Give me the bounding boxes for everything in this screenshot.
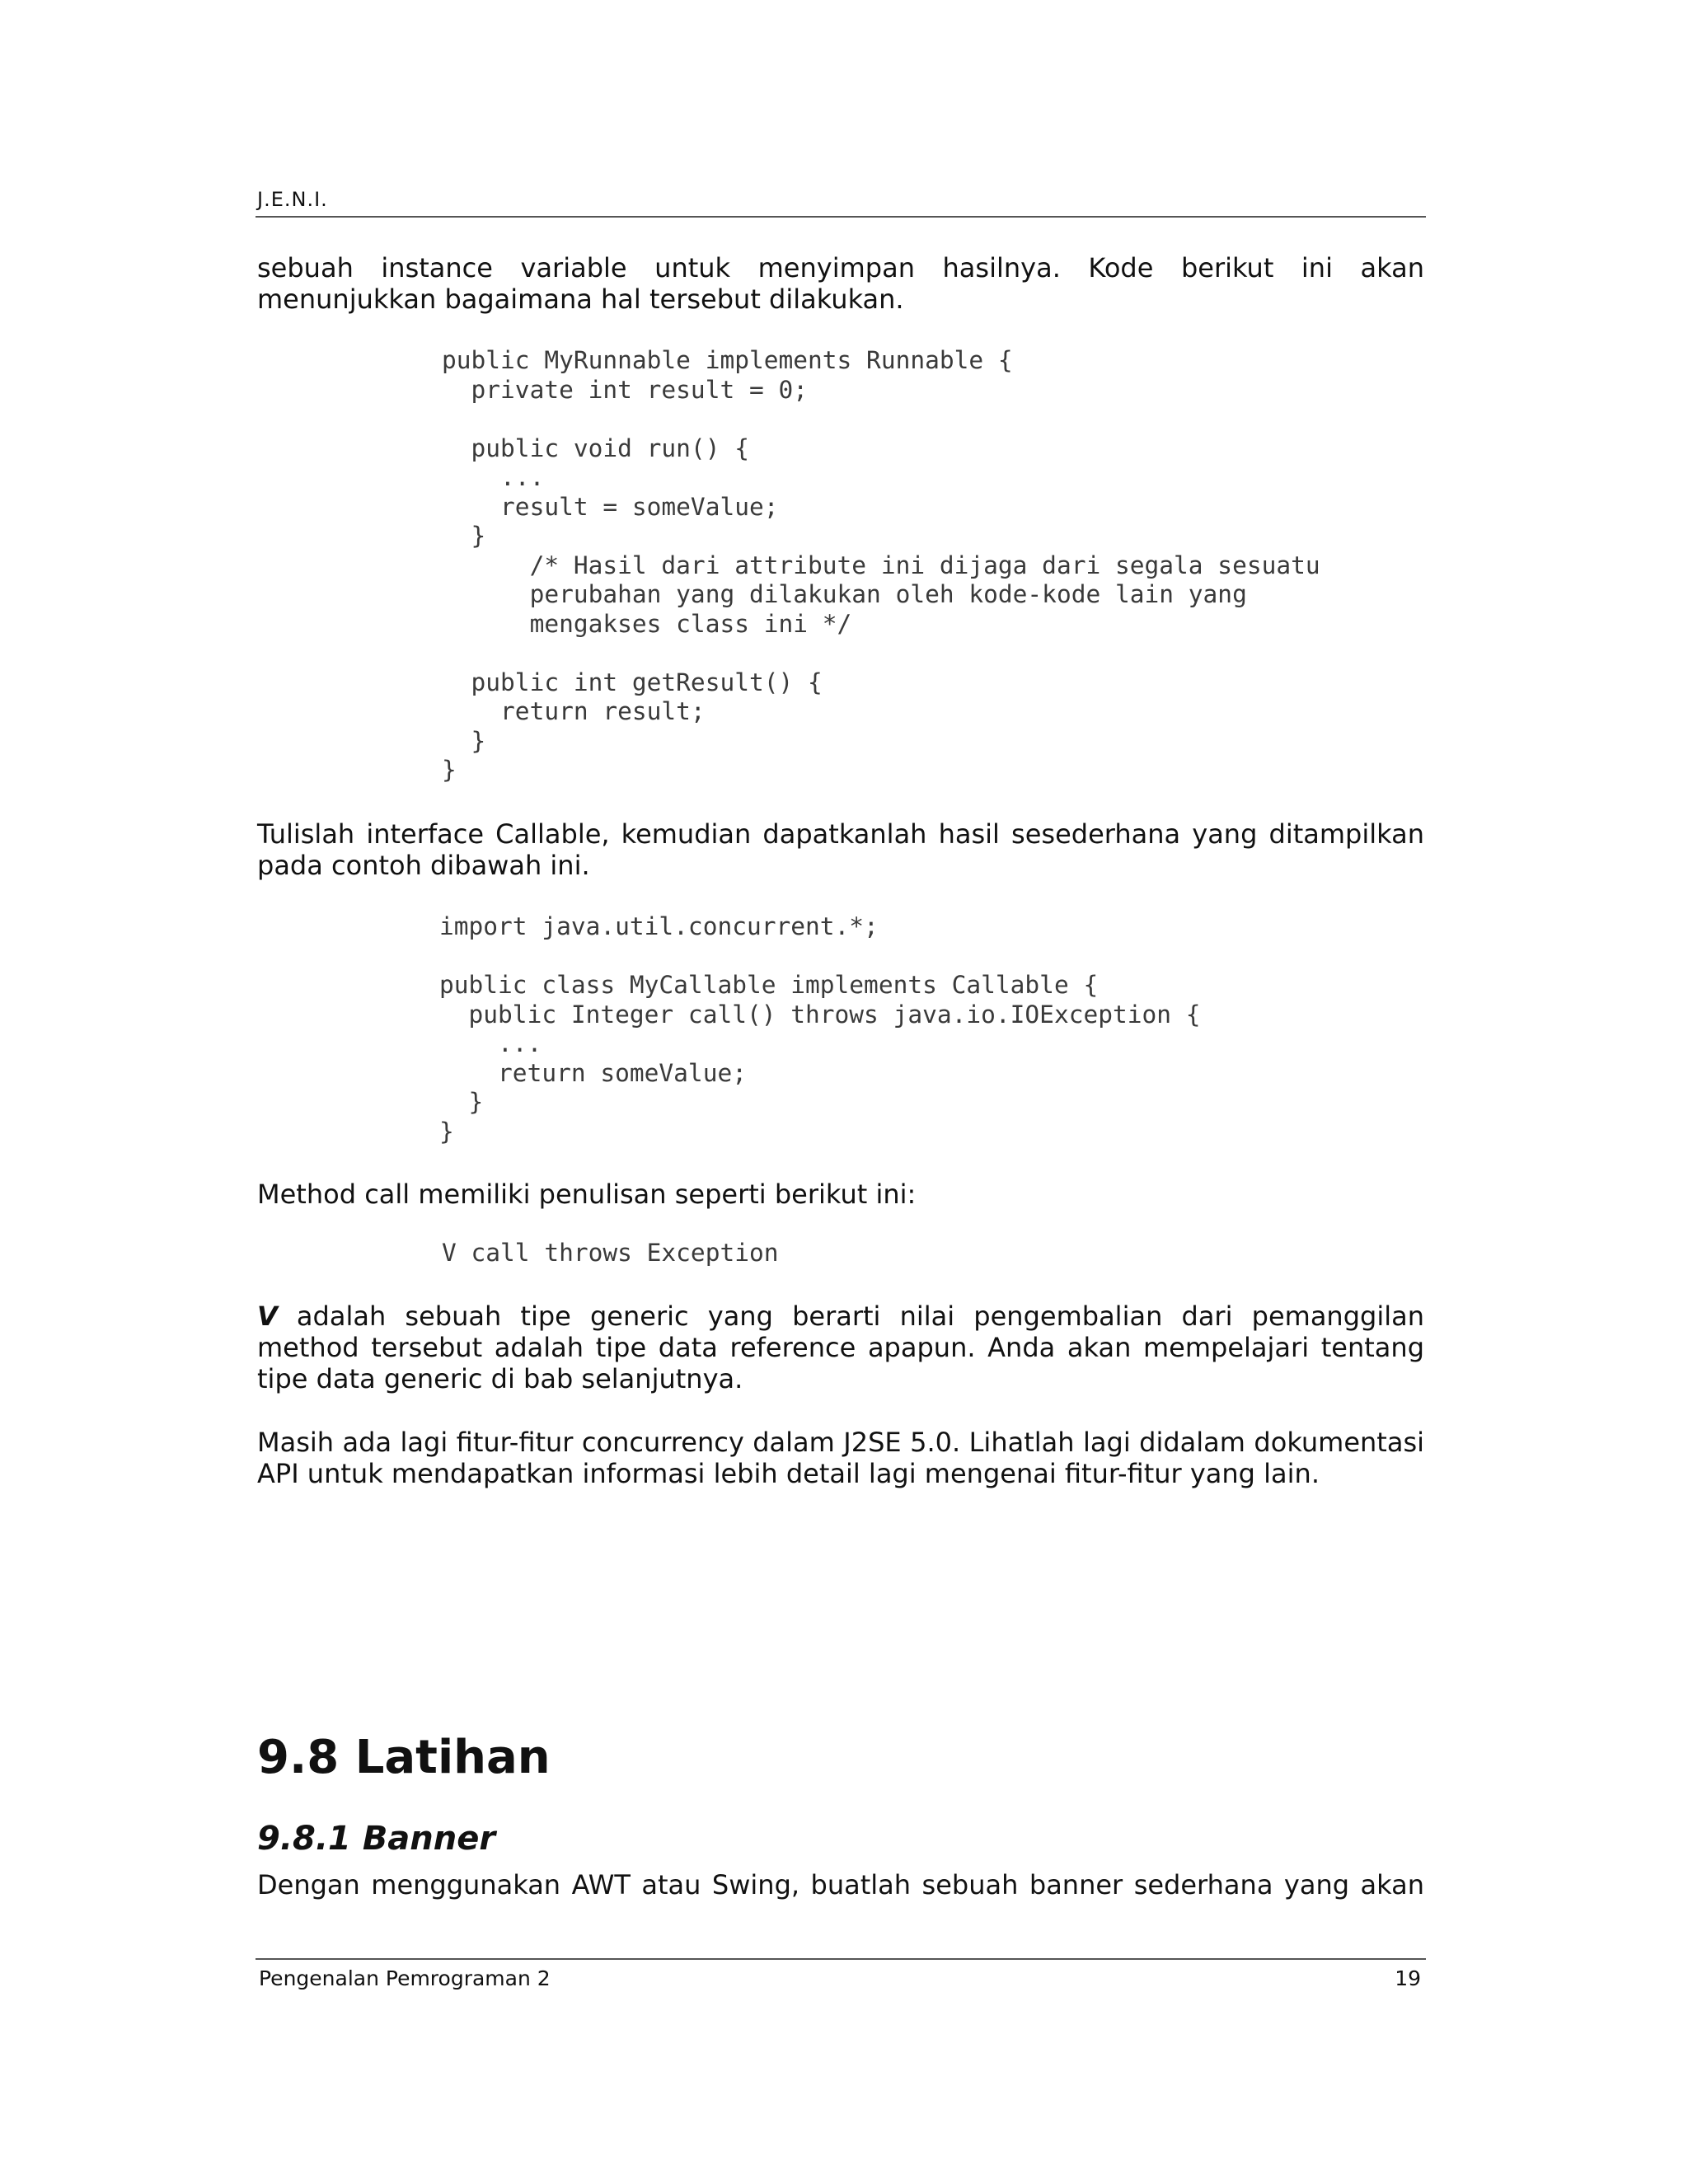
section-heading: 9.8 Latihan [257, 1731, 551, 1784]
paragraph-banner [257, 1869, 1424, 1900]
paragraph-generic [257, 1301, 1424, 1394]
paragraph-intro [257, 252, 1424, 315]
header-title: J.E.N.I. [257, 188, 328, 211]
code-block-signature: V call throws Exception [442, 1239, 779, 1267]
generic-type-v: V [257, 1301, 278, 1332]
paragraph-callable [257, 818, 1424, 881]
paragraph-method-call-text: Method call memiliki penulisan seperti berikut ini: [257, 1179, 917, 1210]
paragraph-intro-text: sebuah instance variable untuk menyimpan hasilnya. Kode berikut ini akan menunjukkan bagaimana hal tersebut dilakukan. [257, 252, 1424, 315]
paragraph-method-call [257, 1179, 1424, 1210]
paragraph-generic-text [257, 1301, 1424, 1394]
subsection-heading: 9.8.1 Banner [257, 1820, 496, 1858]
page-footer [256, 1958, 1426, 1990]
paragraph-concurrency-text: Masih ada lagi fitur-fitur concurrency dalam J2SE 5.0. Lihatlah lagi didalam dokumentasi API untuk mendapatkan informasi lebih detail lagi mengenai fitur-fitur yang lain. [257, 1427, 1424, 1489]
page-header [256, 183, 1426, 218]
code-block-mycallable: import java.util.concurrent.*; public class MyCallable implements Callable { public Integer call() throws java.io.IOException { ... return someValue; } } [439, 912, 1201, 1146]
code-block-myrunnable: public MyRunnable implements Runnable { private int result = 0; public void run() { ... result = someValue; } /* Hasil dari attribute ini dijaga dari segala sesuatu perubahan yang dilakukan oleh kode-kode lain yang mengakses class ini */ public int getResult() { return result; } } [442, 346, 1320, 784]
footer-book-title: Pengenalan Pemrograman 2 [259, 1966, 551, 1990]
paragraph-banner-text: Dengan menggunakan AWT atau Swing, buatlah sebuah banner sederhana yang akan [257, 1869, 1424, 1900]
paragraph-concurrency [257, 1427, 1424, 1489]
paragraph-callable-text: Tulislah interface Callable, kemudian dapatkanlah hasil sesederhana yang ditampilkan pada contoh dibawah ini. [257, 818, 1424, 881]
footer-page-number: 19 [1395, 1966, 1421, 1990]
paragraph-generic-rest: adalah sebuah tipe generic yang berarti nilai pengembalian dari pemanggilan method tersebut adalah tipe data reference apapun. Anda akan mempelajari tentang tipe data generic di bab selanjutnya. [257, 1301, 1424, 1394]
